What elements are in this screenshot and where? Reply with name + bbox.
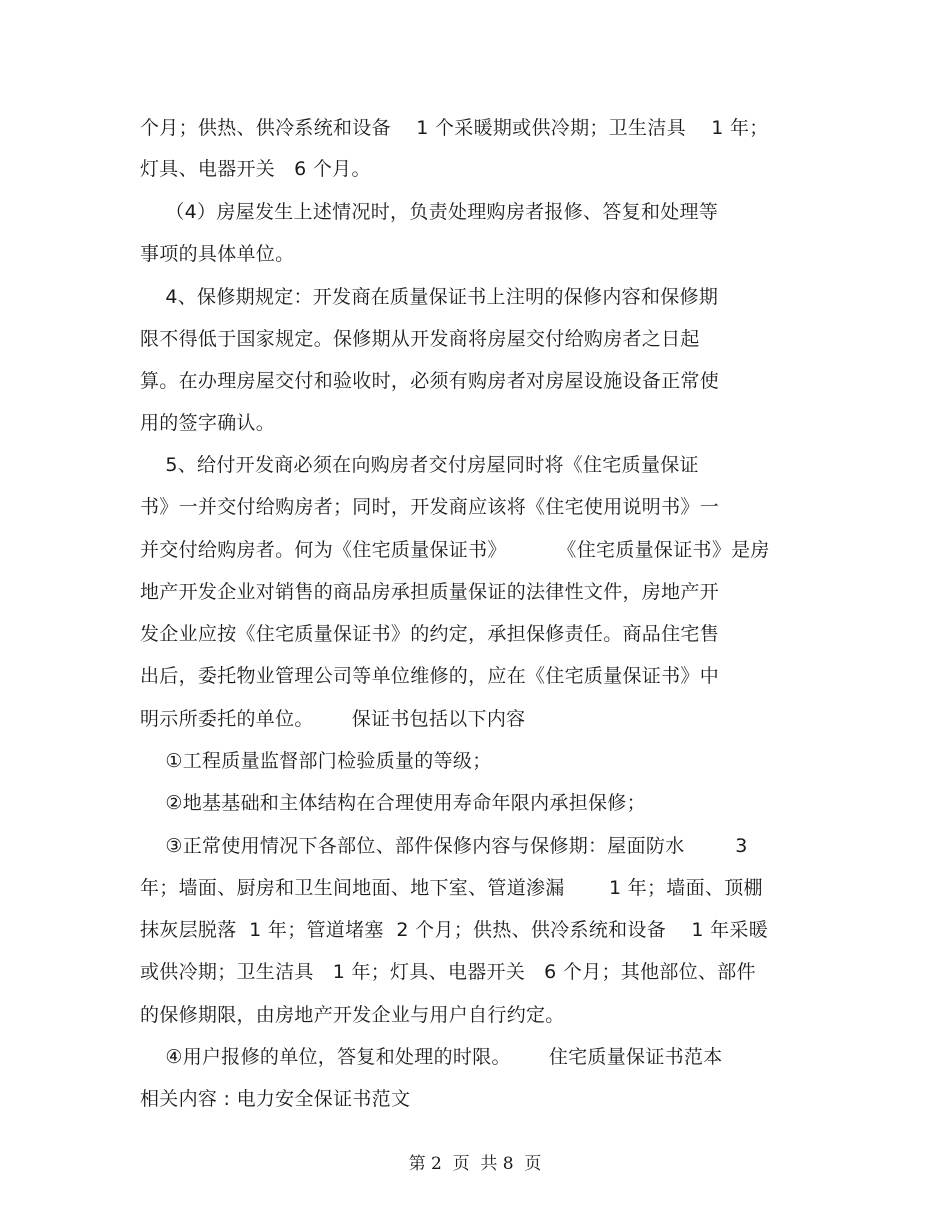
text-line: 并交付给购房者。何为《住宅质量保证书》 《住宅质量保证书》是房 — [140, 539, 770, 561]
text-line: ④用户报修的单位，答复和处理的时限。 住宅质量保证书范本 — [140, 1046, 723, 1068]
text-line: 抹灰层脱落 1 年；管道堵塞 2 个月；供热、供冷系统和设备 1 年采暖 — [140, 919, 769, 941]
text-line: 出后，委托物业管理公司等单位维修的，应在《住宅质量保证书》中 — [140, 665, 720, 687]
page-number-footer: 第 2 页 共 8 页 — [408, 1154, 542, 1174]
text-line: 的保修期限，由房地产开发企业与用户自行约定。 — [140, 1004, 565, 1026]
text-line: 相关内容 : 电力安全保证书范文 — [140, 1088, 411, 1110]
text-line: 5、给付开发商必须在向购房者交付房屋同时将《住宅质量保证 — [140, 454, 699, 476]
text-line: ①工程质量监督部门检验质量的等级； — [140, 750, 492, 772]
text-line: 个月；供热、供冷系统和设备 1 个采暖期或供冷期；卫生洁具 1 年； — [140, 117, 769, 139]
text-line: 年；墙面、厨房和卫生间地面、地下室、管道渗漏 1 年；墙面、顶棚 — [140, 877, 763, 899]
text-line: ③正常使用情况下各部位、部件保修内容与保修期：屋面防水 3 — [140, 835, 748, 857]
text-line: 书》一并交付给购房者；同时，开发商应该将《住宅使用说明书》一 — [140, 496, 720, 518]
text-line: 用的签字确认。 — [140, 412, 276, 434]
text-line: 发企业应按《住宅质量保证书》的约定，承担保修责任。商品住宅售 — [140, 623, 720, 645]
text-line: 地产开发企业对销售的商品房承担质量保证的法律性文件，房地产开 — [140, 581, 720, 603]
text-line: （4）房屋发生上述情况时，负责处理购房者报修、答复和处理等 — [140, 201, 719, 223]
text-line: 明示所委托的单位。 保证书包括以下内容 — [140, 708, 526, 730]
text-line: 或供冷期；卫生洁具 1 年；灯具、电器开关 6 个月；其他部位、部件 — [140, 961, 756, 983]
text-line: 限不得低于国家规定。保修期从开发商将房屋交付给购房者之日起 — [140, 328, 700, 350]
text-line: 灯具、电器开关 6 个月。 — [140, 158, 371, 180]
text-line: ②地基基础和主体结构在合理使用寿命年限内承担保修； — [140, 792, 646, 814]
text-line: 算。在办理房屋交付和验收时，必须有购房者对房屋设施设备正常使 — [140, 370, 720, 392]
text-line: 4、保修期规定：开发商在质量保证书上注明的保修内容和保修期 — [140, 286, 719, 308]
text-line: 事项的具体单位。 — [140, 243, 295, 265]
